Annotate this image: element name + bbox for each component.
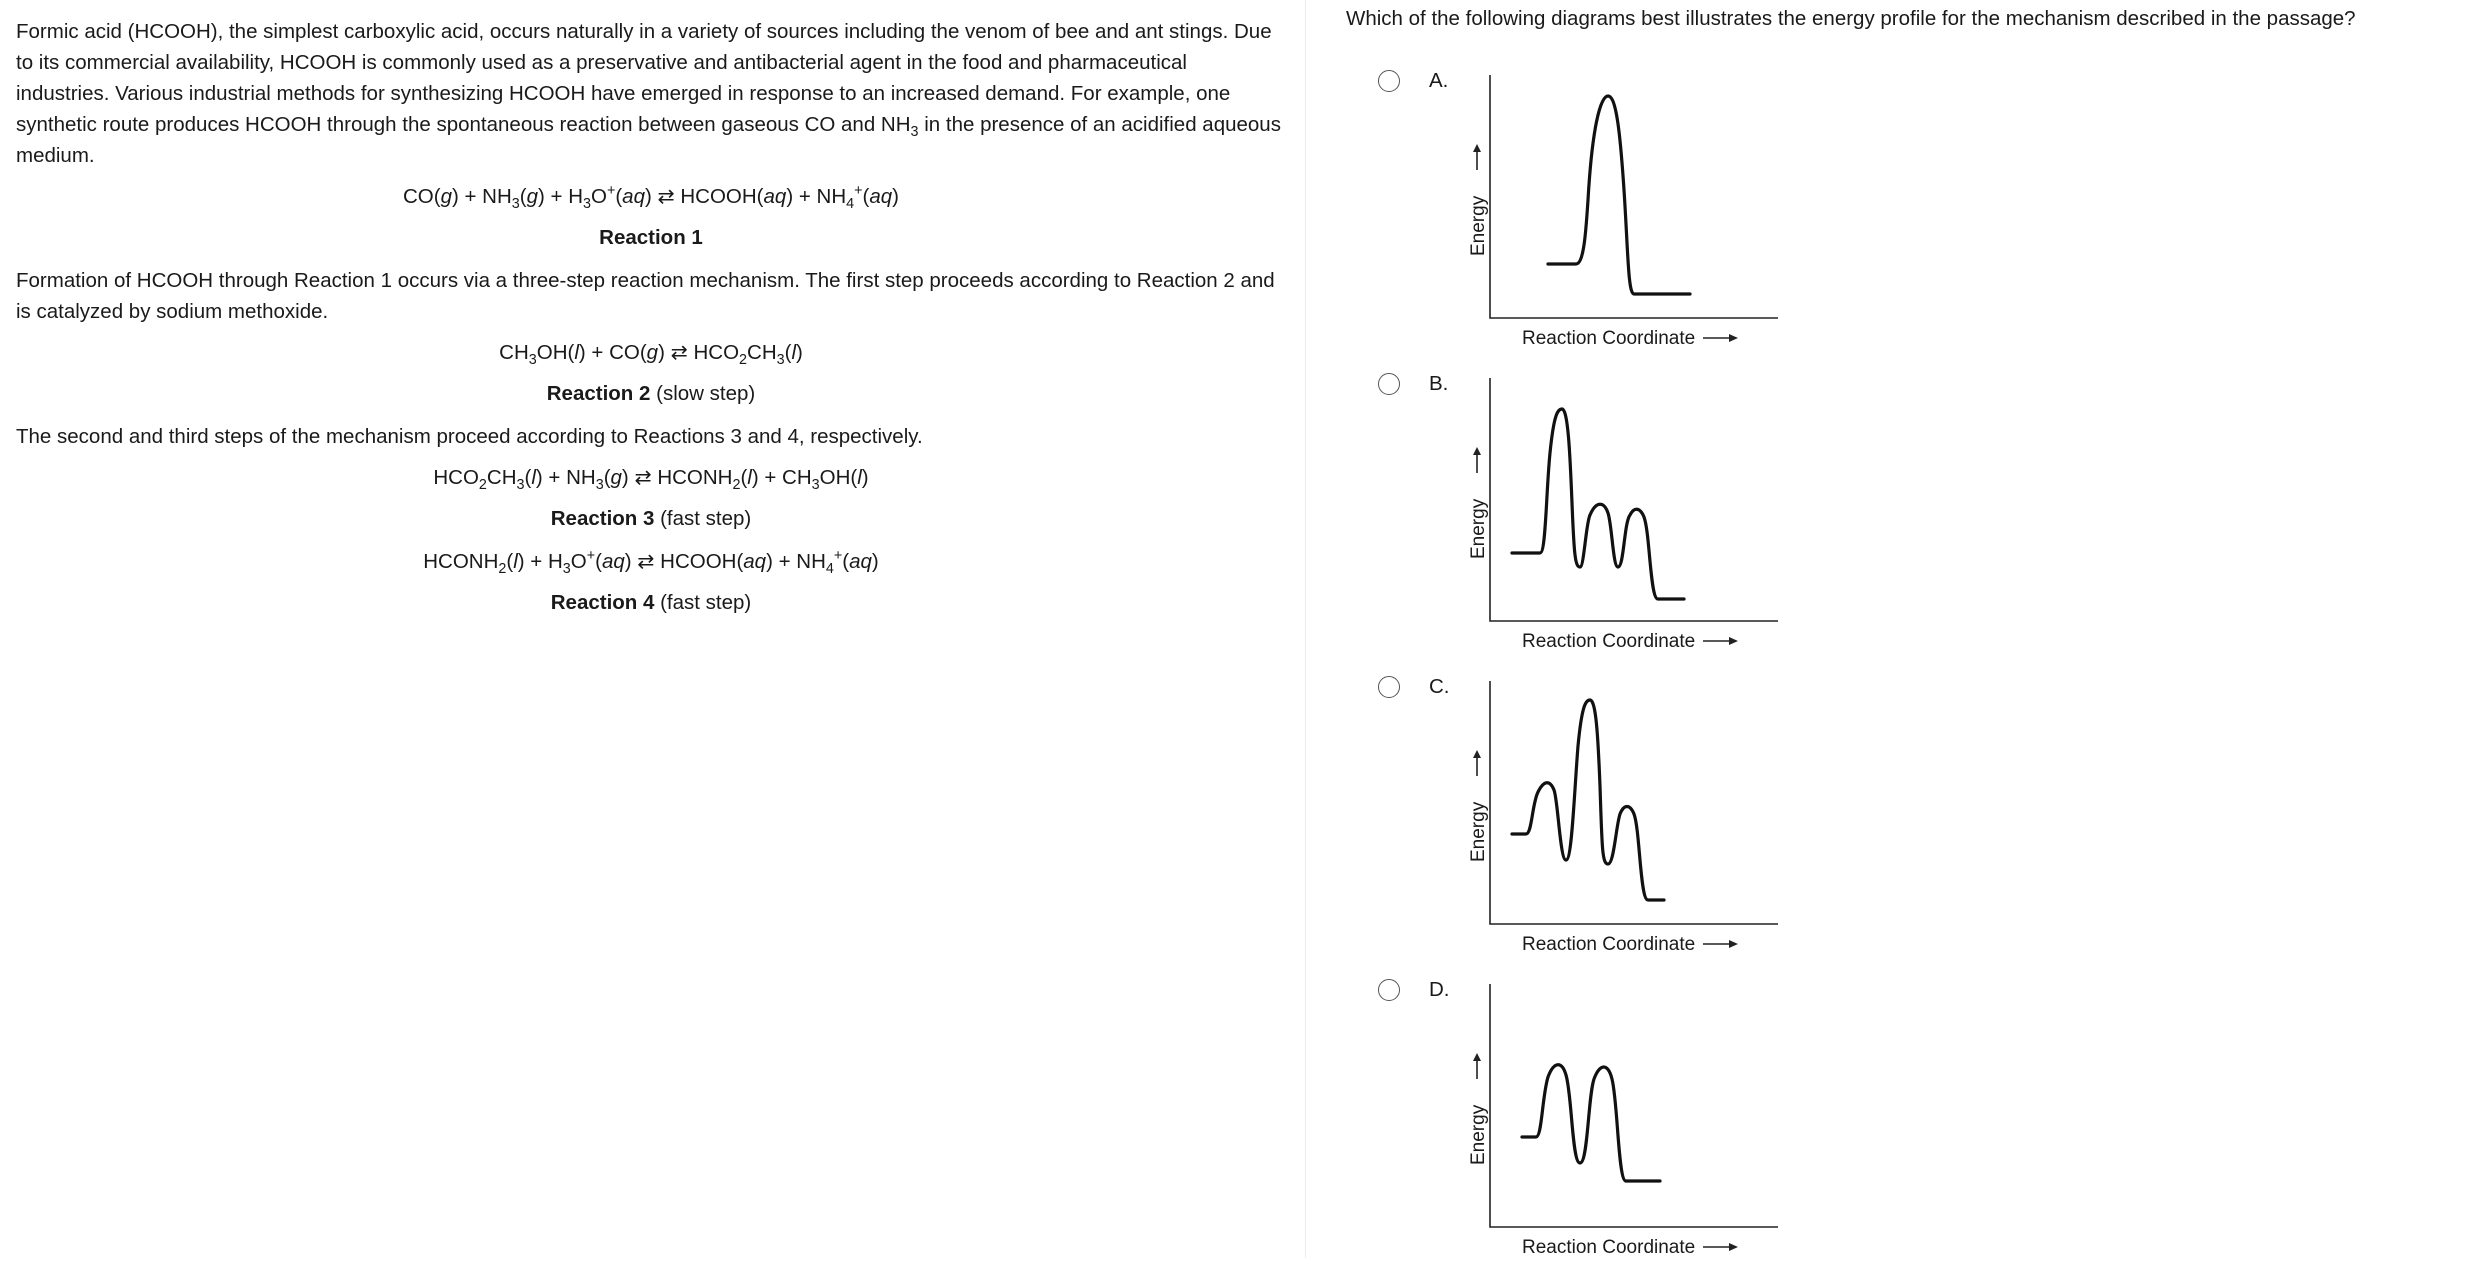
- passage: [16, 16, 1286, 630]
- energy-axis-label: Energy: [1468, 1104, 1489, 1165]
- y-axis: [1490, 984, 1778, 1227]
- passage-intro: Formic acid (HCOOH), the simplest carboxylic acid, occurs naturally in a variety of sources including the venom of bee and ant stings. Due to its commercial availability, HCOOH is commonly used as a preservative and antibacterial agent in the food and pharmaceutical industries. Various industrial methods for synthesizing HCOOH have emerged in response to an increased demand. For example, one synthetic route produces HCOOH through the spontaneous reaction between gaseous CO and $NH_3$ in the presence of an acidified aqueous medium.: [16, 20, 1281, 167]
- reaction-coordinate-label: Reaction Coordinate: [1522, 328, 1696, 349]
- reaction-4-equation: $HCONH_2(l) + H_3O^+(aq)$ ⇄ HCOOH(aq) + $NH_4^+(aq)$: [423, 548, 879, 578]
- reaction-coordinate-label: Reaction Coordinate: [1522, 631, 1696, 652]
- question-text: Which of the following diagrams best illustrates the energy profile for the mechanism described in the passage?: [1346, 7, 2356, 30]
- energy-axis-label: Energy: [1468, 498, 1489, 559]
- option-a-energy-diagram: [1378, 70, 1798, 360]
- pane-divider: [1305, 0, 1306, 1258]
- option-d-letter: D.: [1429, 978, 1450, 1001]
- option-c-letter: C.: [1429, 675, 1450, 698]
- passage-paragraph-3: The second and third steps of the mechanism proceed according to Reactions 3 and 4, respectively.: [16, 425, 923, 448]
- energy-axis-label: Energy: [1468, 195, 1489, 256]
- option-c-energy-diagram: [1378, 676, 1798, 966]
- energy-curve: [1548, 96, 1690, 294]
- reaction-3-label: Reaction 3 (fast step): [550, 507, 752, 530]
- option-d-energy-diagram: [1378, 979, 1798, 1269]
- energy-curve: [1512, 409, 1684, 599]
- option-b-energy-diagram: [1378, 373, 1798, 663]
- reaction-4-label: Reaction 4 (fast step): [550, 591, 752, 614]
- energy-curve: [1512, 700, 1664, 900]
- reaction-3-equation: $HCO_2CH_3(l) + NH_3(g)$ ⇄ $HCONH_2(l) + CH_3OH(l)$: [433, 466, 869, 494]
- reaction-1-equation: $CO(g) + NH_3(g) + H_3O^+(aq)$ ⇄ HCOOH(aq) + $NH_4^+(aq)$: [403, 183, 899, 213]
- energy-curve: [1522, 1065, 1660, 1181]
- option-a-letter: A.: [1429, 69, 1449, 92]
- reaction-1-label: Reaction 1: [599, 226, 703, 249]
- y-axis: [1490, 378, 1778, 621]
- option-b-letter: B.: [1429, 372, 1449, 395]
- passage-paragraph-2: Formation of HCOOH through Reaction 1 occurs via a three-step reaction mechanism. The first step proceeds according to Reaction 2 and is catalyzed by sodium methoxide.: [16, 269, 1275, 323]
- reaction-2-equation: $CH_3OH(l) + CO(g)$ ⇄ $HCO_2CH_3(l)$: [499, 341, 803, 369]
- reaction-coordinate-label: Reaction Coordinate: [1522, 1237, 1696, 1258]
- y-axis: [1490, 75, 1778, 318]
- reaction-2-label: Reaction 2 (slow step): [546, 382, 756, 405]
- energy-axis-label: Energy: [1468, 801, 1489, 862]
- reaction-coordinate-label: Reaction Coordinate: [1522, 934, 1696, 955]
